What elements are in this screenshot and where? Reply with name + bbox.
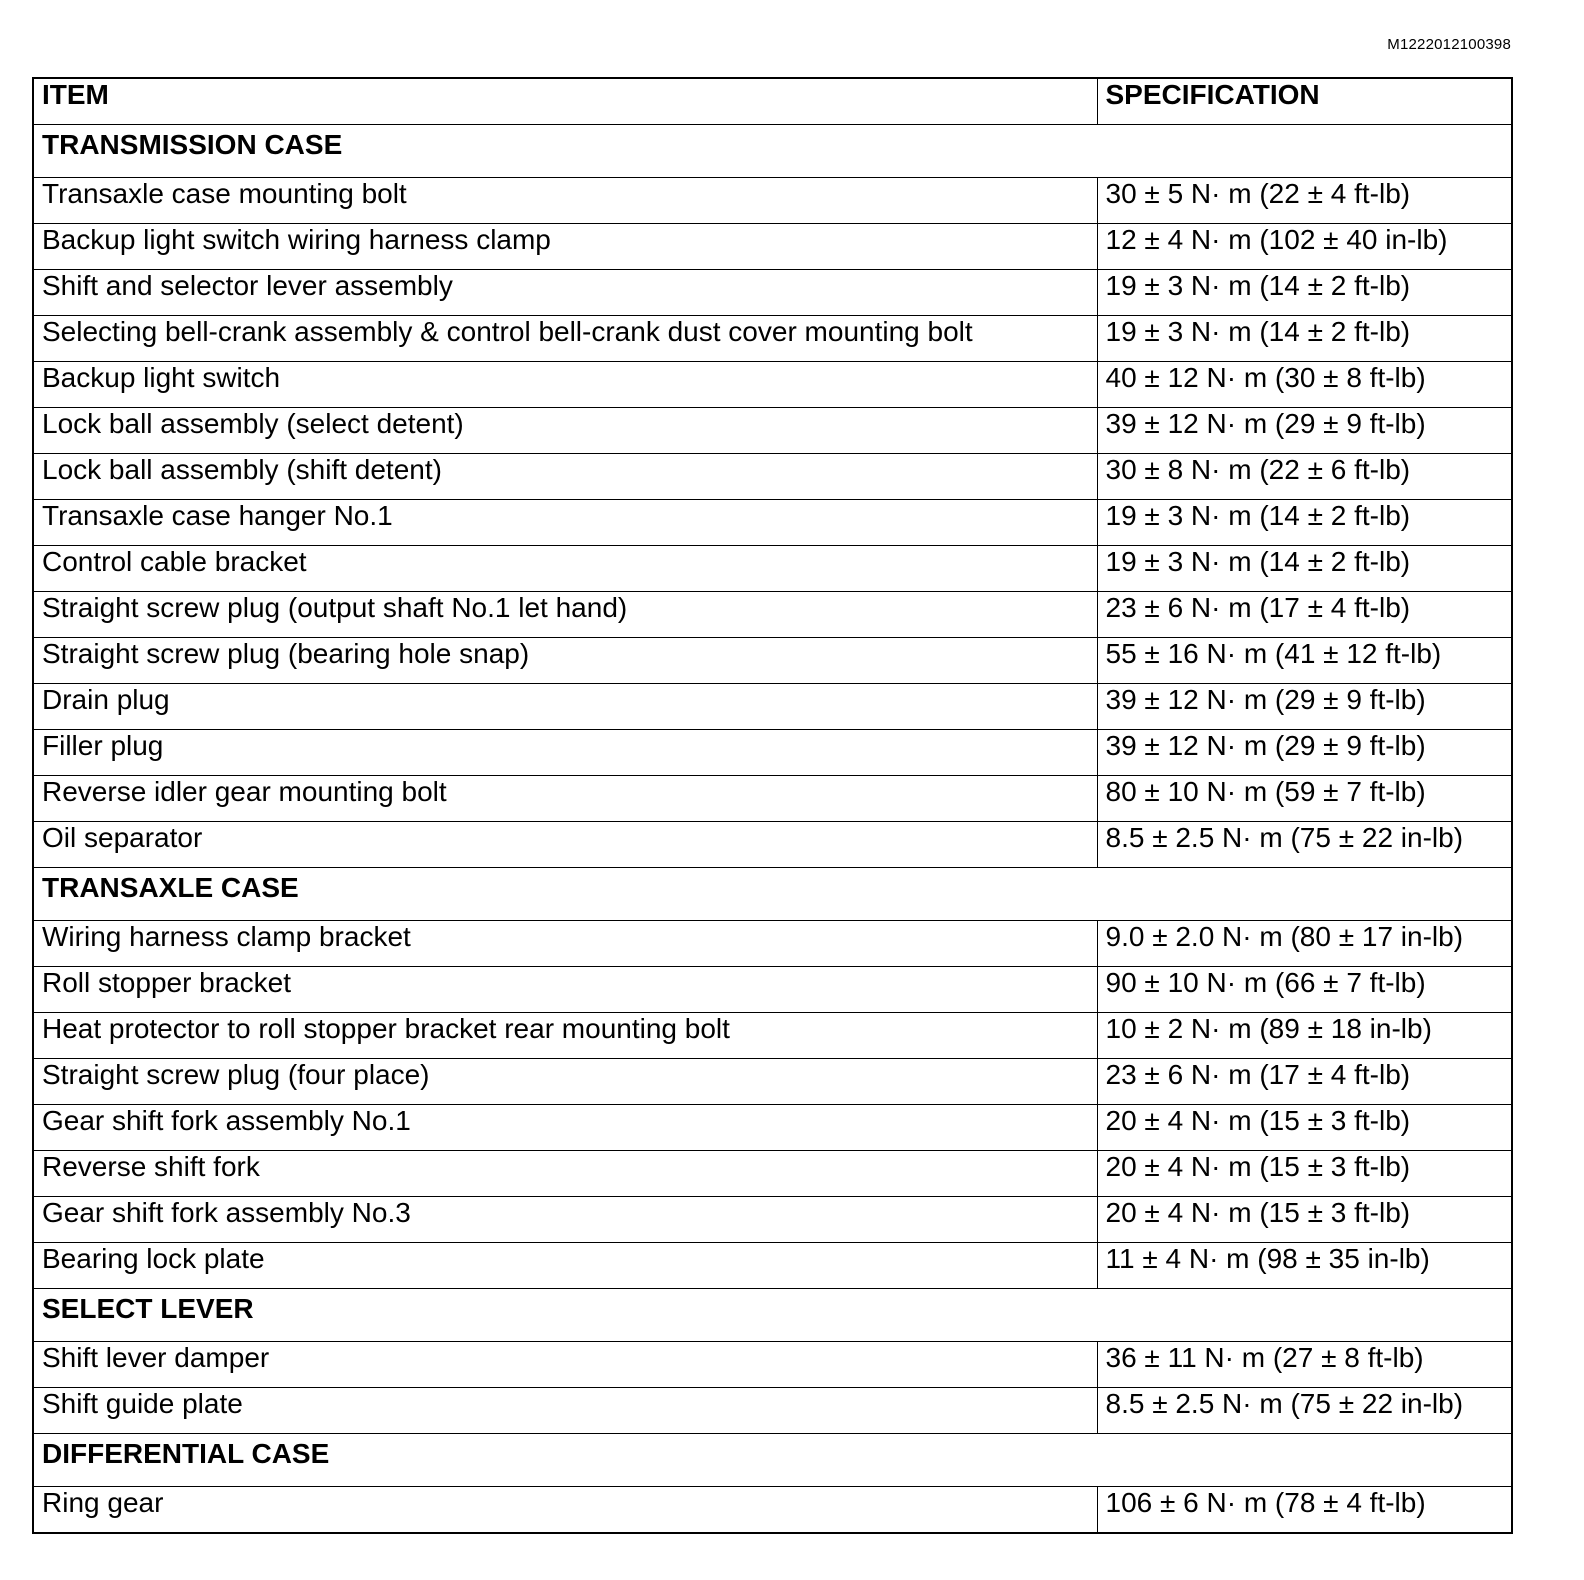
table-body [33,78,1512,1533]
table-row [33,1013,1512,1059]
table-row [33,546,1512,592]
specification-cell: 9.0 ± 2.0 N· m (80 ± 17 in-lb) [1097,921,1512,967]
table-row [33,1487,1512,1534]
item-cell: Backup light switch wiring harness clamp [33,224,1097,270]
table-row [33,730,1512,776]
item-cell: Oil separator [33,822,1097,868]
table-row [33,638,1512,684]
item-cell: Reverse shift fork [33,1151,1097,1197]
item-cell: Shift lever damper [33,1342,1097,1388]
item-cell: Filler plug [33,730,1097,776]
item-cell: Ring gear [33,1487,1097,1534]
item-cell: Wiring harness clamp bracket [33,921,1097,967]
item-cell: Straight screw plug (bearing hole snap) [33,638,1097,684]
item-cell: Shift guide plate [33,1388,1097,1434]
section-title: SELECT LEVER [33,1289,1512,1342]
header-row [33,78,1512,125]
table-row [33,592,1512,638]
section-header-row [33,868,1512,921]
table-row [33,776,1512,822]
table-row [33,178,1512,224]
item-cell: Reverse idler gear mounting bolt [33,776,1097,822]
item-cell: Bearing lock plate [33,1243,1097,1289]
table-row [33,454,1512,500]
section-title: TRANSMISSION CASE [33,125,1512,178]
item-cell: Straight screw plug (output shaft No.1 let hand) [33,592,1097,638]
table-row [33,1388,1512,1434]
specification-cell: 12 ± 4 N· m (102 ± 40 in-lb) [1097,224,1512,270]
item-cell: Control cable bracket [33,546,1097,592]
specification-cell: 23 ± 6 N· m (17 ± 4 ft-lb) [1097,1059,1512,1105]
specification-cell: 39 ± 12 N· m (29 ± 9 ft-lb) [1097,408,1512,454]
specification-cell: 20 ± 4 N· m (15 ± 3 ft-lb) [1097,1151,1512,1197]
table-row [33,921,1512,967]
section-title: TRANSAXLE CASE [33,868,1512,921]
specification-cell: 30 ± 8 N· m (22 ± 6 ft-lb) [1097,454,1512,500]
item-cell: Backup light switch [33,362,1097,408]
item-cell: Heat protector to roll stopper bracket rear mounting bolt [33,1013,1097,1059]
specification-cell: 20 ± 4 N· m (15 ± 3 ft-lb) [1097,1105,1512,1151]
specification-cell: 39 ± 12 N· m (29 ± 9 ft-lb) [1097,730,1512,776]
item-cell: Lock ball assembly (shift detent) [33,454,1097,500]
table-row [33,1059,1512,1105]
item-cell: Roll stopper bracket [33,967,1097,1013]
specification-cell: 23 ± 6 N· m (17 ± 4 ft-lb) [1097,592,1512,638]
specification-cell: 19 ± 3 N· m (14 ± 2 ft-lb) [1097,546,1512,592]
header-specification: SPECIFICATION [1097,78,1512,125]
table-row [33,822,1512,868]
table-row [33,1105,1512,1151]
header-item: ITEM [33,78,1097,125]
specification-cell: 11 ± 4 N· m (98 ± 35 in-lb) [1097,1243,1512,1289]
item-cell: Transaxle case mounting bolt [33,178,1097,224]
item-cell: Selecting bell-crank assembly & control bell-crank dust cover mounting bolt [33,316,1097,362]
document-id: M1222012100398 [1387,36,1511,53]
table-row [33,362,1512,408]
table-row [33,1151,1512,1197]
specification-cell: 36 ± 11 N· m (27 ± 8 ft-lb) [1097,1342,1512,1388]
table-row [33,967,1512,1013]
item-cell: Gear shift fork assembly No.1 [33,1105,1097,1151]
specification-cell: 20 ± 4 N· m (15 ± 3 ft-lb) [1097,1197,1512,1243]
table-row [33,500,1512,546]
specification-cell: 30 ± 5 N· m (22 ± 4 ft-lb) [1097,178,1512,224]
item-cell: Lock ball assembly (select detent) [33,408,1097,454]
specification-cell: 19 ± 3 N· m (14 ± 2 ft-lb) [1097,270,1512,316]
table-row [33,684,1512,730]
specification-cell: 90 ± 10 N· m (66 ± 7 ft-lb) [1097,967,1512,1013]
table-row [33,408,1512,454]
specification-cell: 10 ± 2 N· m (89 ± 18 in-lb) [1097,1013,1512,1059]
table-row [33,1197,1512,1243]
torque-spec-table [32,77,1513,1534]
table-row [33,224,1512,270]
specification-cell: 8.5 ± 2.5 N· m (75 ± 22 in-lb) [1097,822,1512,868]
table-row [33,270,1512,316]
item-cell: Gear shift fork assembly No.3 [33,1197,1097,1243]
item-cell: Straight screw plug (four place) [33,1059,1097,1105]
section-header-row [33,125,1512,178]
item-cell: Shift and selector lever assembly [33,270,1097,316]
specification-cell: 106 ± 6 N· m (78 ± 4 ft-lb) [1097,1487,1512,1534]
table-row [33,316,1512,362]
specification-cell: 39 ± 12 N· m (29 ± 9 ft-lb) [1097,684,1512,730]
table-row [33,1243,1512,1289]
specification-cell: 19 ± 3 N· m (14 ± 2 ft-lb) [1097,500,1512,546]
table-row [33,1342,1512,1388]
section-header-row [33,1434,1512,1487]
specification-cell: 80 ± 10 N· m (59 ± 7 ft-lb) [1097,776,1512,822]
specification-cell: 55 ± 16 N· m (41 ± 12 ft-lb) [1097,638,1512,684]
item-cell: Transaxle case hanger No.1 [33,500,1097,546]
section-header-row [33,1289,1512,1342]
specification-cell: 40 ± 12 N· m (30 ± 8 ft-lb) [1097,362,1512,408]
item-cell: Drain plug [33,684,1097,730]
specification-cell: 8.5 ± 2.5 N· m (75 ± 22 in-lb) [1097,1388,1512,1434]
specification-cell: 19 ± 3 N· m (14 ± 2 ft-lb) [1097,316,1512,362]
section-title: DIFFERENTIAL CASE [33,1434,1512,1487]
